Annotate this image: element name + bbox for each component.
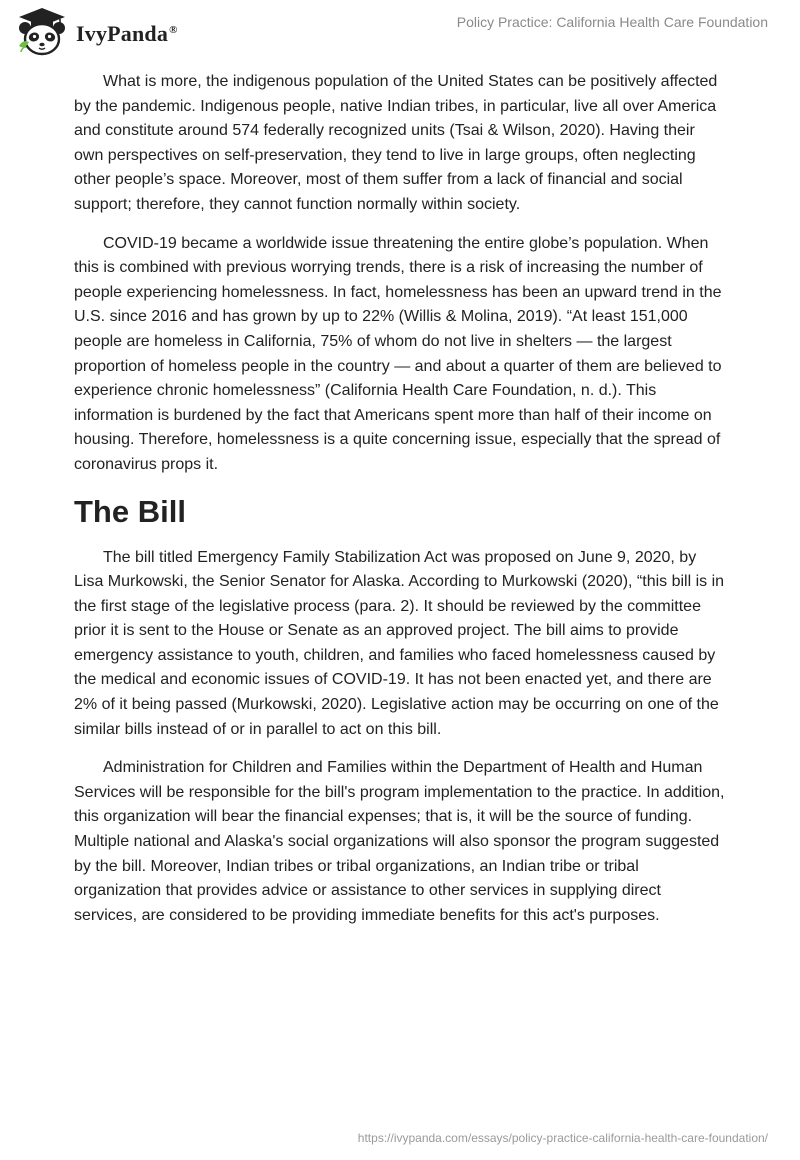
paragraph-bill-overview: The bill titled Emergency Family Stabilization Act was proposed on June 9, 2020, by Lisa Murkowski, the Senior Senator for Alaska. According to Murkowski (2020), “this bill is in the first stage of the legislative process (para. 2). It should be reviewed by the committee prior it is sent to the House or Senate as an approved project. The bill aims to provide emergency assistance to youth, children, and families who faced homelessness caused by the medical and economic issues of COVID-19. It has not been enacted yet, and there are 2% of it being passed (Murkowski, 2020). Legislative action may be occurring on one of the similar bills instead of or in parallel to act on this bill. [74,548,725,738]
section-heading-the-bill: The Bill [74,493,186,529]
registered-mark: ® [169,23,178,36]
logo-wordmark [76,21,178,47]
paragraph-bill-administration: Administration for Children and Families within the Department of Health and Human Services will be responsible for the bill's program implementation to the practice. In addition, this organization will bear the financial expenses; that is, it will be the source of funding. Multiple national and Alaska's social organizations will also sponsor the program suggested by the bill. Moreover, Indian tribes or tribal organizations, an Indian tribe or tribal organization that provides advice or assistance to other services in supplying direct services, are considered to be providing immediate benefits for this act's purposes. [74,759,725,924]
paragraph-covid-homelessness: COVID-19 became a worldwide issue threatening the entire globe’s population. When this is combined with previous worrying trends, there is a risk of increasing the number of people experiencing homelessness. In fact, homelessness has been an upward trend in the U.S. since 2016 and has grown by up to 22% (Willis & Molina, 2019). “At least 151,000 people are homeless in California, 75% of whom do not live in shelters — the largest proportion of homeless people in the country — and about a quarter of them are believed to experience chronic homelessness” (California Health Care Foundation, n. d.). This information is burdened by the fact that Americans spent more than half of their income on housing. Therefore, homelessness is a quite concerning issue, especially that the spread of coronavirus props it. [74,234,722,473]
essay-body [74,70,726,942]
ivypanda-logo[interactable] [13,6,193,58]
source-url[interactable]: https://ivypanda.com/essays/policy-practice-california-health-care-foundation/ [357,1131,768,1145]
panda-graduate-icon [13,6,71,58]
document-title: Policy Practice: California Health Care Foundation [456,14,768,30]
paragraph-indigenous-population: What is more, the indigenous population of the United States can be positively affected by the pandemic. Indigenous people, native Indian tribes, in particular, live all over America and constitute around 574 federally recognized units (Tsai & Wilson, 2020). Having their own perspectives on self-preservation, they tend to live in large groups, often neglecting other people’s space. Moreover, most of them suffer from a lack of financial and social support; therefore, they cannot function normally within society. [74,73,718,213]
logo-name: IvyPanda [76,21,169,46]
page-header [0,0,800,64]
